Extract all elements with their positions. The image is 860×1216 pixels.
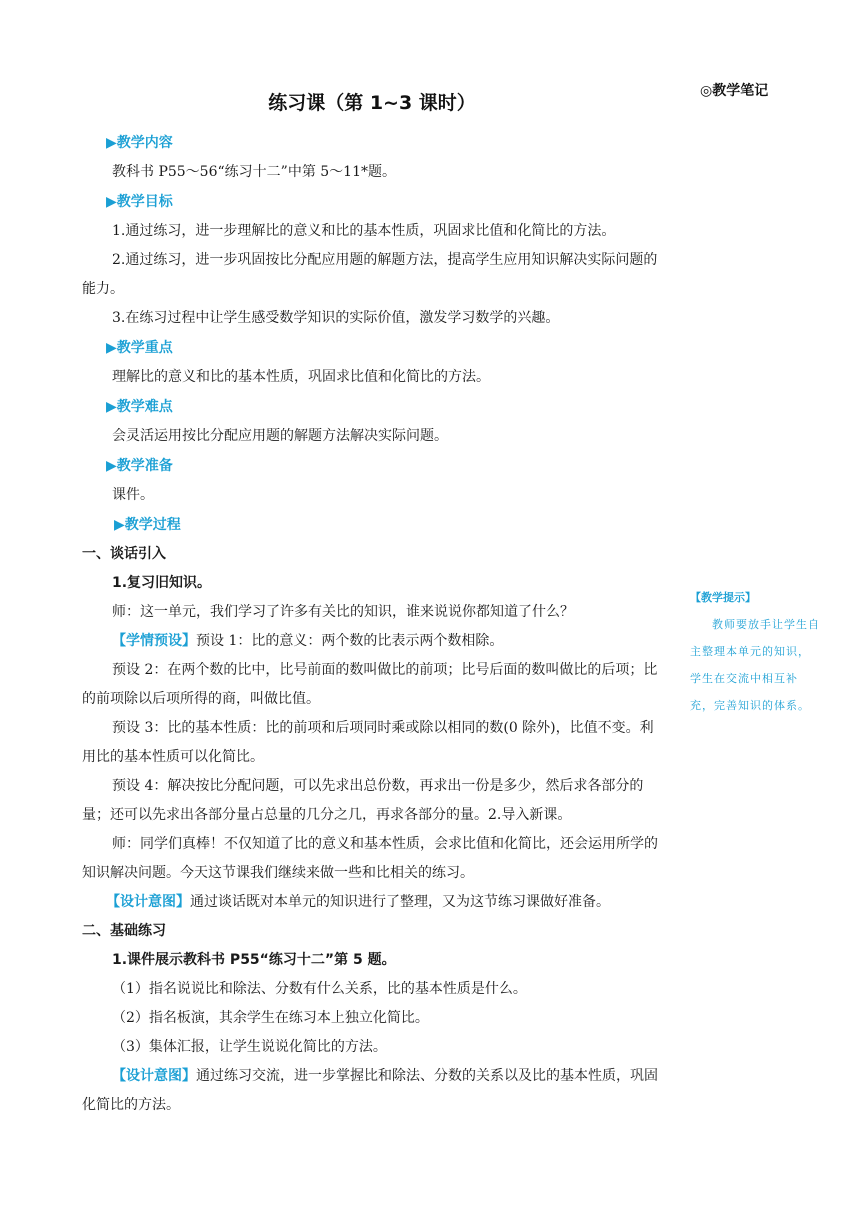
teacher-question: 师：这一单元，我们学习了许多有关比的知识，谁来说说你都知道了什么？ xyxy=(112,604,574,620)
goal-item: 2.通过练习，进一步巩固按比分配应用题的解题方法，提高学生应用知识解决实际问题的能力。 xyxy=(82,252,658,297)
preset-1 xyxy=(82,627,660,656)
step-2: （2）指名板演，其余学生在练习本上独立化简比。 xyxy=(112,1010,429,1026)
section-heading-goals: ▶教学目标 xyxy=(106,194,173,210)
teacher-praise: 师：同学们真棒！不仅知道了比的意义和基本性质，会求比值和化简比，还会运用所学的知识解决问题。今天这节课我们继续来做一些和比相关的练习。 xyxy=(82,836,658,881)
preparation-text: 课件。 xyxy=(112,487,154,503)
section-heading-process: ▶教学过程 xyxy=(114,517,181,533)
content-text: 教科书 P55～56“练习十二”中第 5～11*题。 xyxy=(112,164,396,180)
teaching-notes-label: ◎教学笔记 xyxy=(700,83,769,99)
design-intent-1 xyxy=(82,888,660,917)
design-tag: 【设计意图】 xyxy=(112,1068,196,1084)
step-3: （3）集体汇报，让学生说说化简比的方法。 xyxy=(112,1039,387,1055)
design-intent-1-text: 通过谈话既对本单元的知识进行了整理，又为这节练习课做好准备。 xyxy=(190,894,610,910)
preset-1-text: 预设 1：比的意义：两个数的比表示两个数相除。 xyxy=(196,633,504,649)
section-heading-difficulty: ▶教学难点 xyxy=(106,399,173,415)
design-intent-2 xyxy=(82,1062,660,1120)
part1-heading: 一、谈话引入 xyxy=(82,546,166,562)
teaching-tip-body: 教师要放手让学生自主整理本单元的知识，学生在交流中相互补充，完善知识的体系。 xyxy=(690,618,820,712)
section-heading-preparation: ▶教学准备 xyxy=(106,458,173,474)
preset-4: 预设 4：解决按比分配问题，可以先求出总份数，再求出一份是多少，然后求各部分的量；还可以先求出各部分量占总量的几分之几，再求各部分的量。2.导入新课。 xyxy=(82,778,644,823)
section-heading-key-points: ▶教学重点 xyxy=(106,340,173,356)
key-points-text: 理解比的意义和比的基本性质，巩固求比值和化简比的方法。 xyxy=(112,369,490,385)
design-tag: 【设计意图】 xyxy=(106,894,190,910)
section-heading-content: ▶教学内容 xyxy=(106,135,173,151)
main-content xyxy=(82,128,660,1120)
preset-3: 预设 3：比的基本性质：比的前项和后项同时乘或除以相同的数(0 除外)，比值不变。利用比的基本性质可以化简比。 xyxy=(82,720,654,765)
difficulty-text: 会灵活运用按比分配应用题的解题方法解决实际问题。 xyxy=(112,428,448,444)
goal-item: 1.通过练习，进一步理解比的意义和比的基本性质，巩固求比值和化简比的方法。 xyxy=(112,223,616,239)
preset-2: 预设 2：在两个数的比中，比号前面的数叫做比的前项；比号后面的数叫做比的后项；比的前项除以后项所得的商，叫做比值。 xyxy=(82,662,658,707)
design-intent-2-text: 通过练习交流，进一步掌握比和除法、分数的关系以及比的基本性质，巩固化简比的方法。 xyxy=(82,1068,658,1113)
step-1: （1）指名说说比和除法、分数有什么关系，比的基本性质是什么。 xyxy=(112,981,527,997)
part2-heading: 二、基础练习 xyxy=(82,923,166,939)
goal-item: 3.在练习过程中让学生感受数学知识的实际价值，激发学习数学的兴趣。 xyxy=(112,310,560,326)
part2-subheading: 1.课件展示教科书 P55“练习十二”第 5 题。 xyxy=(112,952,396,968)
page-title: 练习课（第 1~3 课时） xyxy=(268,92,476,114)
teaching-tip-title: 【教学提示】 xyxy=(690,591,756,604)
part1-subheading: 1.复习旧知识。 xyxy=(112,575,212,591)
teaching-tip xyxy=(690,584,820,719)
xueqing-tag: 【学情预设】 xyxy=(112,633,196,649)
